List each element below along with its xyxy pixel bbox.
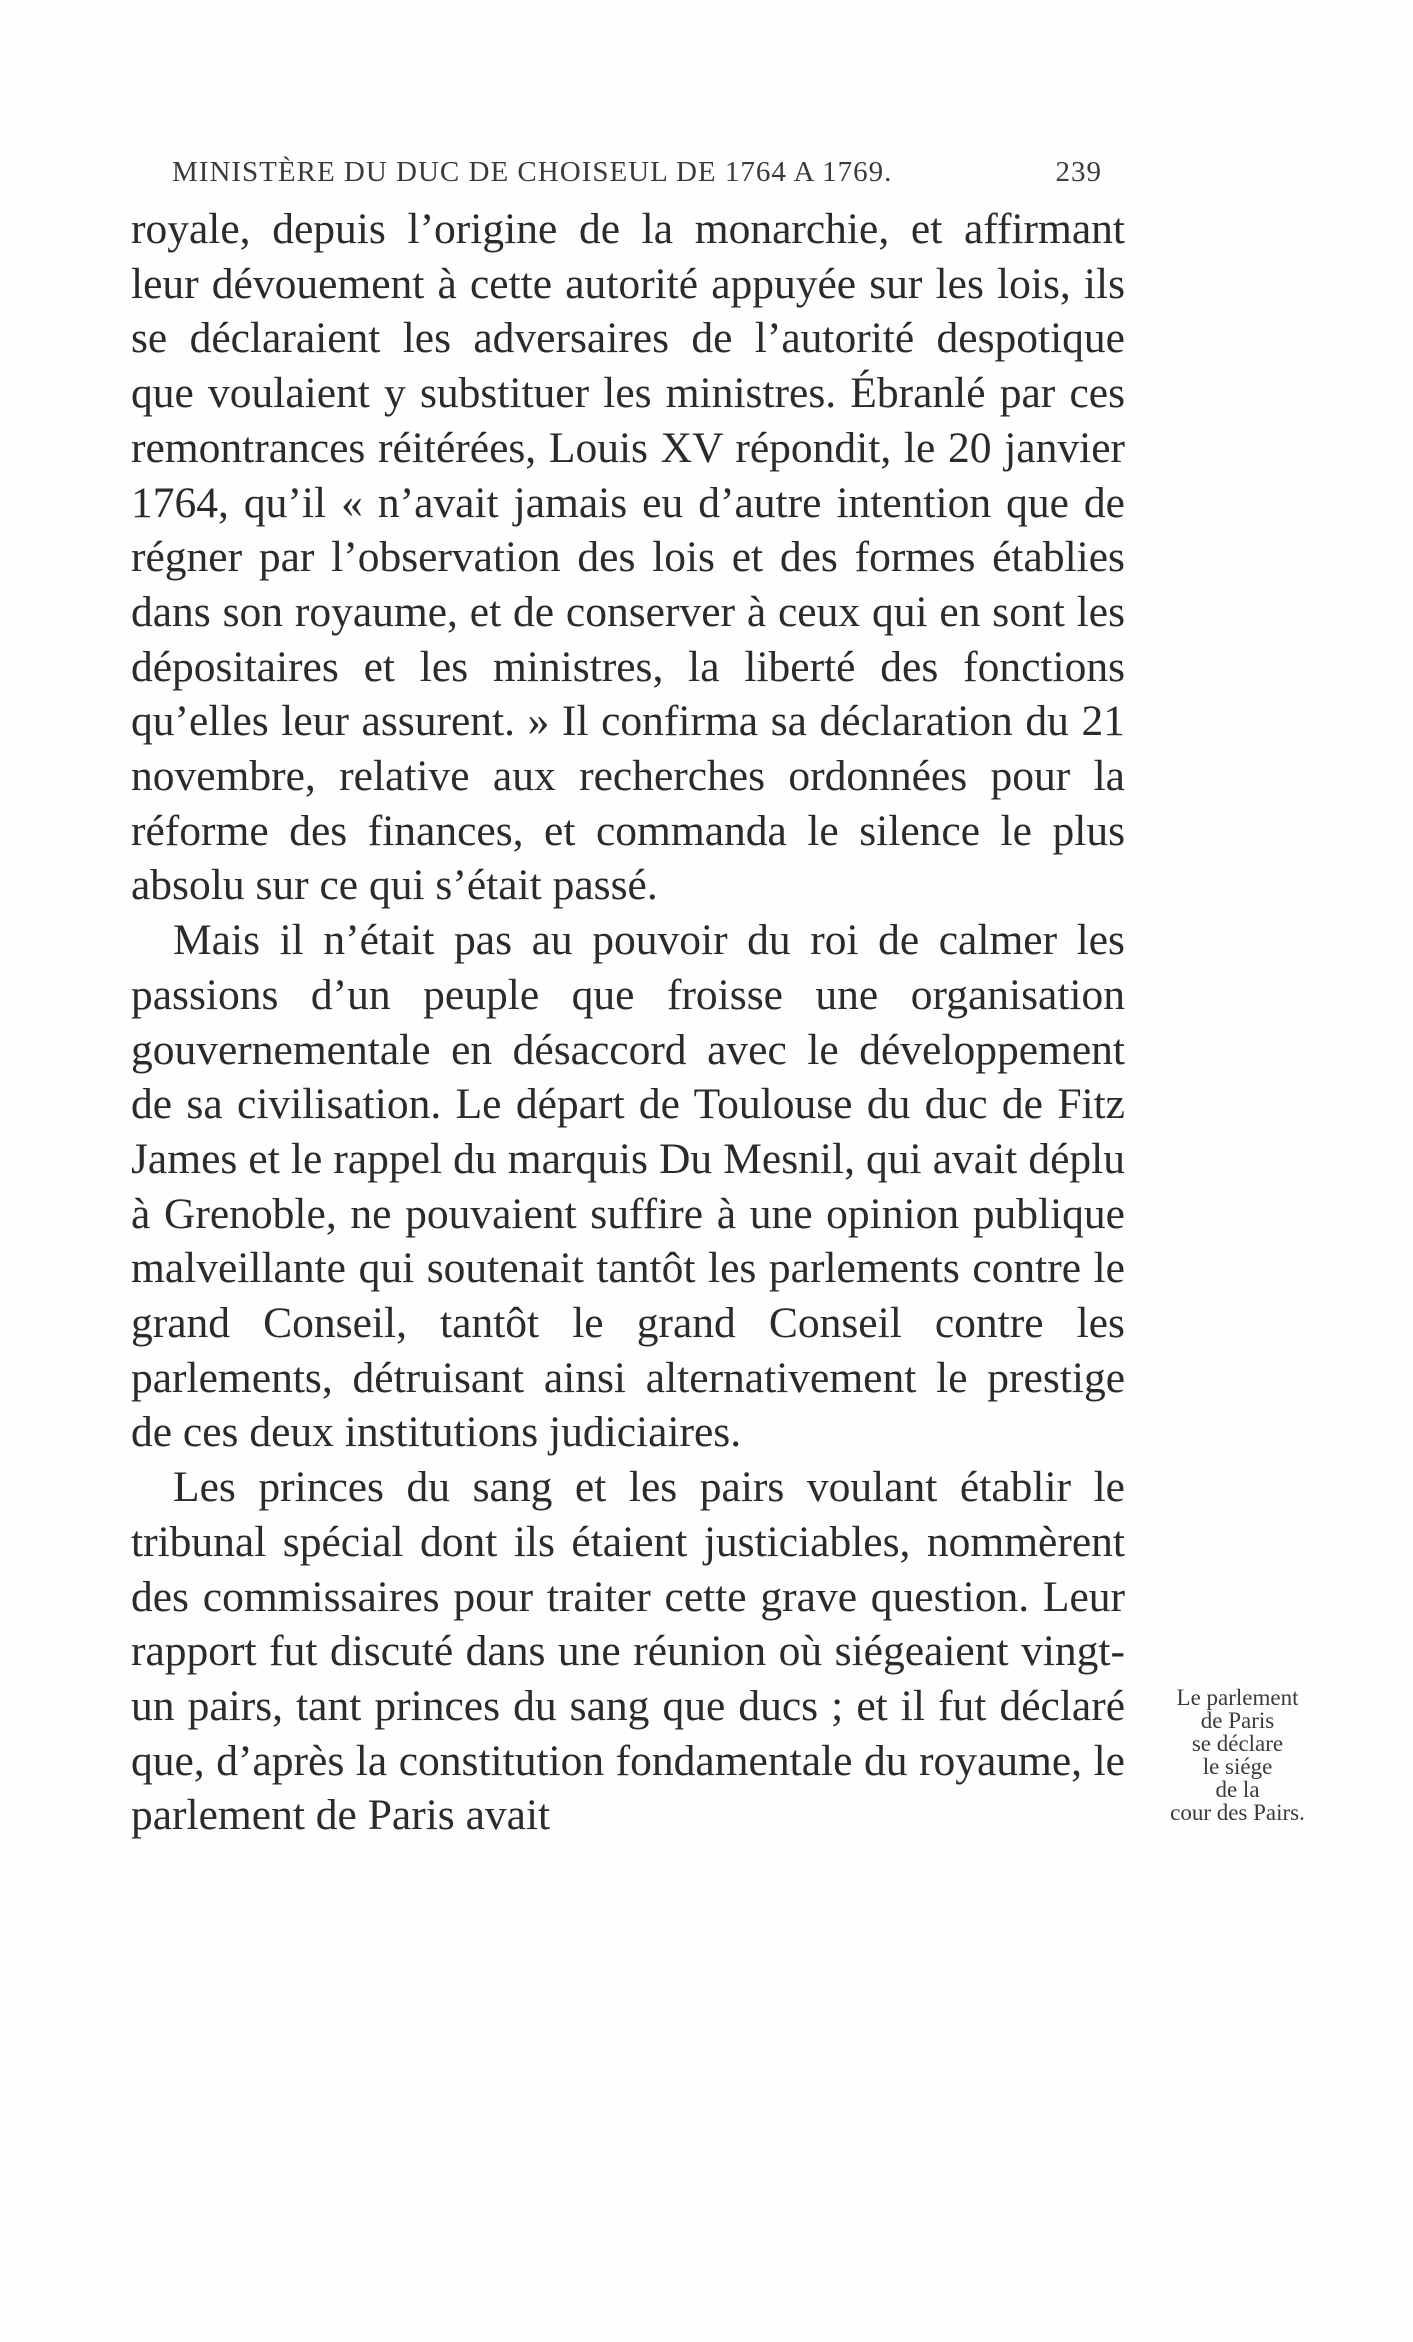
running-head-title: MINISTÈRE DU DUC DE CHOISEUL DE 1764 A 1769. [172,156,893,188]
page-number: 239 [1055,156,1102,188]
running-head [172,156,1102,196]
margin-note-line: de Paris [1200,1708,1275,1733]
paragraph: Les princes du sang et les pairs voulant établir le tribunal spécial dont ils étaient justiciables, nommèrent des commissaires pour traiter cette grave question. Leur rapport fut discuté dans une réunion où siégeaient vingt-un pairs, tant princes du sang que ducs ; et il fut déclaré que, d’après la constitution fondamentale du royaume, le parlement de Paris avait [131,1463,1125,1840]
margin-note-line: cour des Pairs. [1170,1800,1305,1825]
margin-note [1140,1686,1335,1824]
margin-note-line: Le parlement [1176,1685,1299,1710]
margin-note-line: le siége [1202,1754,1273,1779]
paragraph-continued: royale, depuis l’origine de la monarchie, et affirmant leur dévouement à cette autorité appuyée sur les lois, ils se déclaraient les adversaires de l’autorité despotique que voulaient y substituer les ministres. Ébranlé par ces remontrances réitérées, Louis XV répondit, le 20 janvier 1764, qu’il « n’avait jamais eu d’autre intention que de régner par l’observation des lois et des formes établies dans son royaume, et de conserver à ceux qui en sont les dépositaires et les ministres, la liberté des fonctions qu’elles leur assurent. » Il confirma sa déclaration du 21 novembre, relative aux recherches ordonnées pour la réforme des finances, et commanda le silence le plus absolu sur ce qui s’était passé. [131,205,1125,910]
margin-note-line: se déclare [1191,1731,1284,1756]
margin-note-line: de la [1215,1777,1260,1802]
body-text [131,202,1125,1843]
paragraph: Mais il n’était pas au pouvoir du roi de calmer les passions d’un peuple que froisse une organisation gouvernementale en désaccord avec le développement de sa civilisation. Le départ de Toulouse du duc de Fitz James et le rappel du marquis Du Mesnil, qui avait déplu à Grenoble, ne pouvaient suffire à une opinion publique malveillante qui soutenait tantôt les parlements contre le grand Conseil, tantôt le grand Conseil contre les parlements, détruisant ainsi alternativement le prestige de ces deux institutions judiciaires. [131,916,1125,1457]
